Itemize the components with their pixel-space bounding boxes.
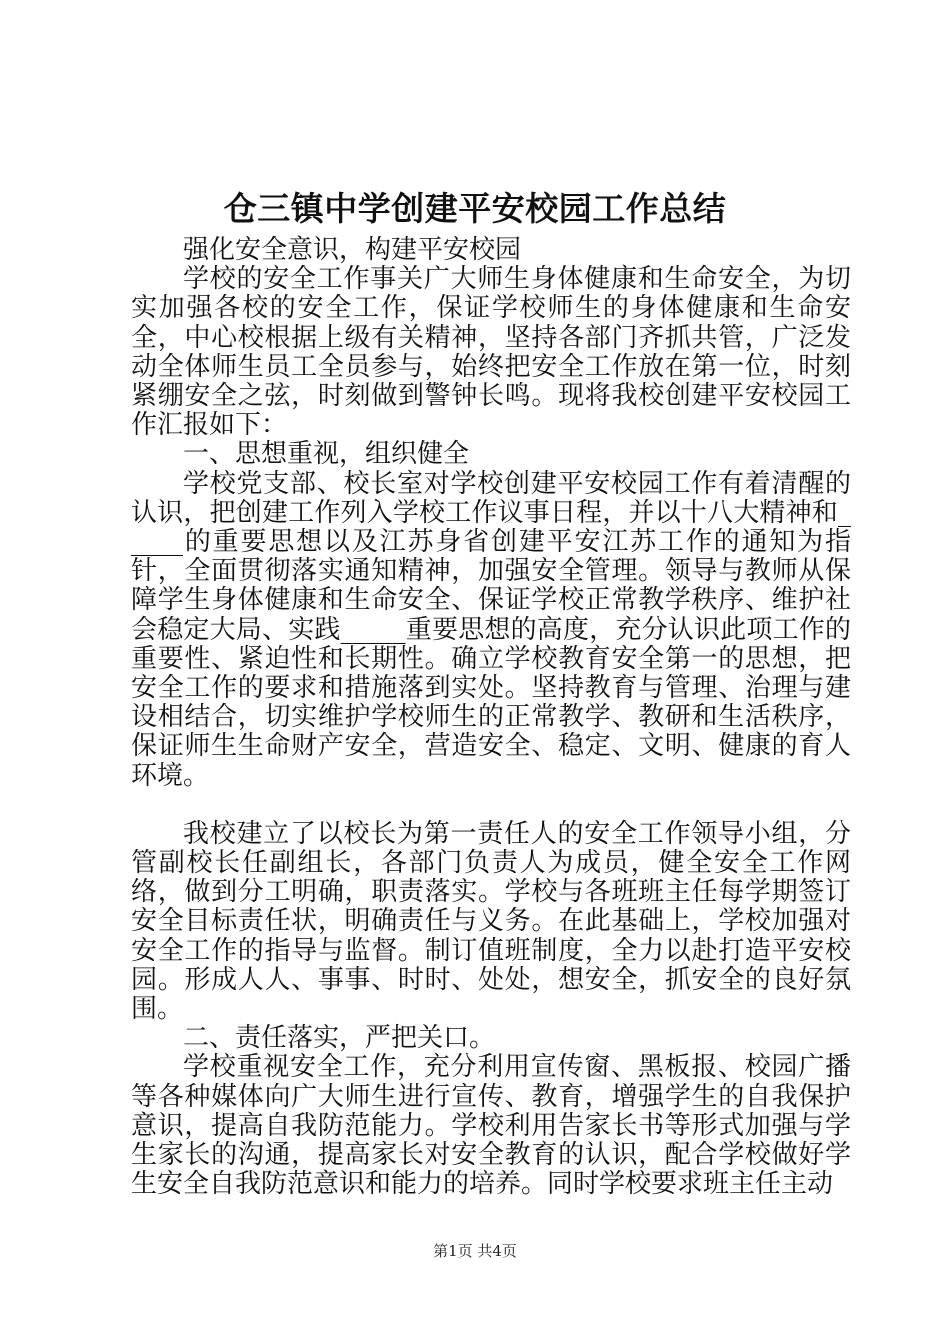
paragraph-section-1: 学校党支部、校长室对学校创建平安校园工作有着清醒的认识，把创建工作列入学校工作议事日程，并以十八大精神和_____的重要思想以及江苏身省创建平安江苏工作的通知为指针，全面贯彻落实通知精神，加强安全管理。领导与教师从保障学生身体健康和生命安全、保证学校正常教学秩序、维护社会稳定大局、实践_____重要思想的高度，充分认识此项工作的重要性、紧迫性和长期性。确立学校教育安全第一的思想，把安全工作的要求和措施落到实处。坚持教育与管理、治理与建设相结合，切实维护学校师生的正常教学、教研和生活秩序，保证师生生命财产安全，营造安全、稳定、文明、健康的育人环境。 (131, 468, 851, 791)
section-heading-2: 二、责任落实，严把关口。 (183, 1023, 496, 1054)
page-footer: 第1页 共4页 (433, 1242, 517, 1260)
paragraph-subtitle: 强化安全意识，构建平安校园 (183, 235, 522, 265)
document-body (131, 236, 851, 1200)
paragraph-section-2: 学校重视安全工作，充分利用宣传窗、黑板报、校园广播等各种媒体向广大师生进行宣传、教育，增强学生的自我保护意识，提高自我防范能力。学校利用告家长书等形式加强与学生家长的沟通，提高家长对安全教育的认识，配合学校做好学生安全自我防范意识和能力的培养。同时学校要求班主任主动 (131, 1052, 851, 1200)
paragraph-intro: 学校的安全工作事关广大师生身体健康和生命安全，为切实加强各校的安全工作，保证学校师生的身体健康和生命安全，中心校根据上级有关精神，坚持各部门齐抓共管，广泛发动全体师生员工全员参与，始终把安全工作放在第一位，时刻紧绷安全之弦，时刻做到警钟长鸣。现将我校创建平安校园工作汇报如下： (131, 264, 851, 441)
section-heading-1: 一、思想重视，组织健全 (183, 439, 470, 470)
page-title: 仓三镇中学创建平安校园工作总结 (223, 189, 727, 228)
paragraph-leadership-group: 我校建立了以校长为第一责任人的安全工作领导小组，分管副校长任副组长，各部门负责人为成员，健全安全工作网络，做到分工明确，职责落实。学校与各班班主任每学期签订安全目标责任状，明确责任与义务。在此基础上，学校加强对安全工作的指导与监督。制订值班制度，全力以赴打造平安校园。形成人人、事事、时时、处处，想安全，抓安全的良好氛围。 (131, 818, 851, 1025)
